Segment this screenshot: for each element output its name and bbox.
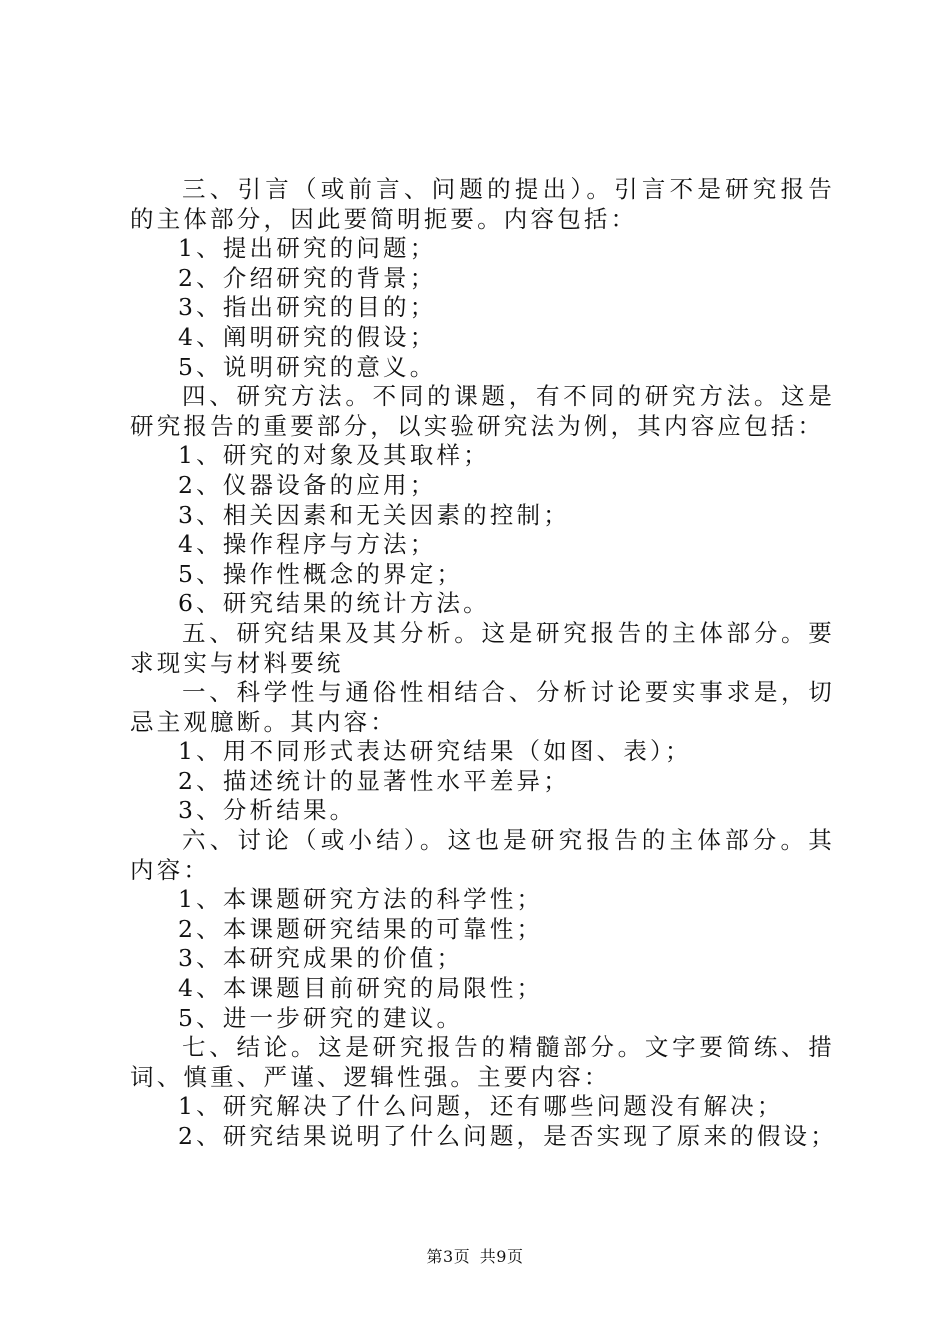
list-item: 6、研究结果的统计方法。 <box>178 589 490 618</box>
document-body <box>130 175 835 1152</box>
list-item: 2、研究结果说明了什么问题，是否实现了原来的假设； <box>178 1122 837 1150</box>
list-item: 1、本课题研究方法的科学性； <box>178 885 544 914</box>
section-heading-paragraph: 五、研究结果及其分析。这是研究报告的主体部分。要求现实与材料要统 <box>130 618 835 677</box>
page-total: 共9页 <box>479 1247 524 1266</box>
list-item: 1、提出研究的问题； <box>178 234 437 263</box>
list-item: 4、操作程序与方法； <box>178 530 437 559</box>
list-item: 4、阐明研究的假设； <box>178 322 437 351</box>
list-item: 3、分析结果。 <box>178 796 357 825</box>
list-item: 2、本课题研究结果的可靠性； <box>178 914 544 943</box>
list-item: 3、本研究成果的价值； <box>178 944 464 973</box>
list-item: 5、进一步研究的建议。 <box>178 1003 464 1032</box>
list-item: 1、用不同形式表达研究结果（如图、表）； <box>178 737 692 766</box>
list-item: 5、操作性概念的界定； <box>178 559 464 588</box>
list-item: 1、研究解决了什么问题，还有哪些问题没有解决； <box>178 1092 784 1121</box>
section-heading-paragraph: 四、研究方法。不同的课题，有不同的研究方法。这是研究报告的重要部分，以实验研究法为例，其内容应包括： <box>130 382 835 440</box>
section-heading-paragraph: 三、引言（或前言、问题的提出）。引言不是研究报告的主体部分，因此要简明扼要。内容包括： <box>130 175 835 233</box>
list-item: 1、研究的对象及其取样； <box>178 441 490 470</box>
page-footer <box>0 1244 950 1267</box>
list-item: 3、指出研究的目的； <box>178 293 437 322</box>
page-number: 第3页 <box>426 1247 471 1266</box>
list-item: 2、仪器设备的应用； <box>178 470 437 499</box>
list-item: 2、描述统计的显著性水平差异； <box>178 766 570 795</box>
body-paragraph: 一、科学性与通俗性相结合、分析讨论要实事求是，切忌主观臆断。其内容： <box>130 678 835 736</box>
section-heading-paragraph: 七、结论。这是研究报告的精髓部分。文字要简练、措词、慎重、严谨、逻辑性强。主要内容： <box>130 1033 835 1091</box>
list-item: 3、相关因素和无关因素的控制； <box>178 500 570 529</box>
list-item: 5、说明研究的意义。 <box>178 352 437 381</box>
section-heading-paragraph: 六、讨论（或小结）。这也是研究报告的主体部分。其内容： <box>130 826 835 884</box>
list-item: 2、介绍研究的背景； <box>178 263 437 292</box>
list-item: 4、本课题目前研究的局限性； <box>178 974 544 1003</box>
